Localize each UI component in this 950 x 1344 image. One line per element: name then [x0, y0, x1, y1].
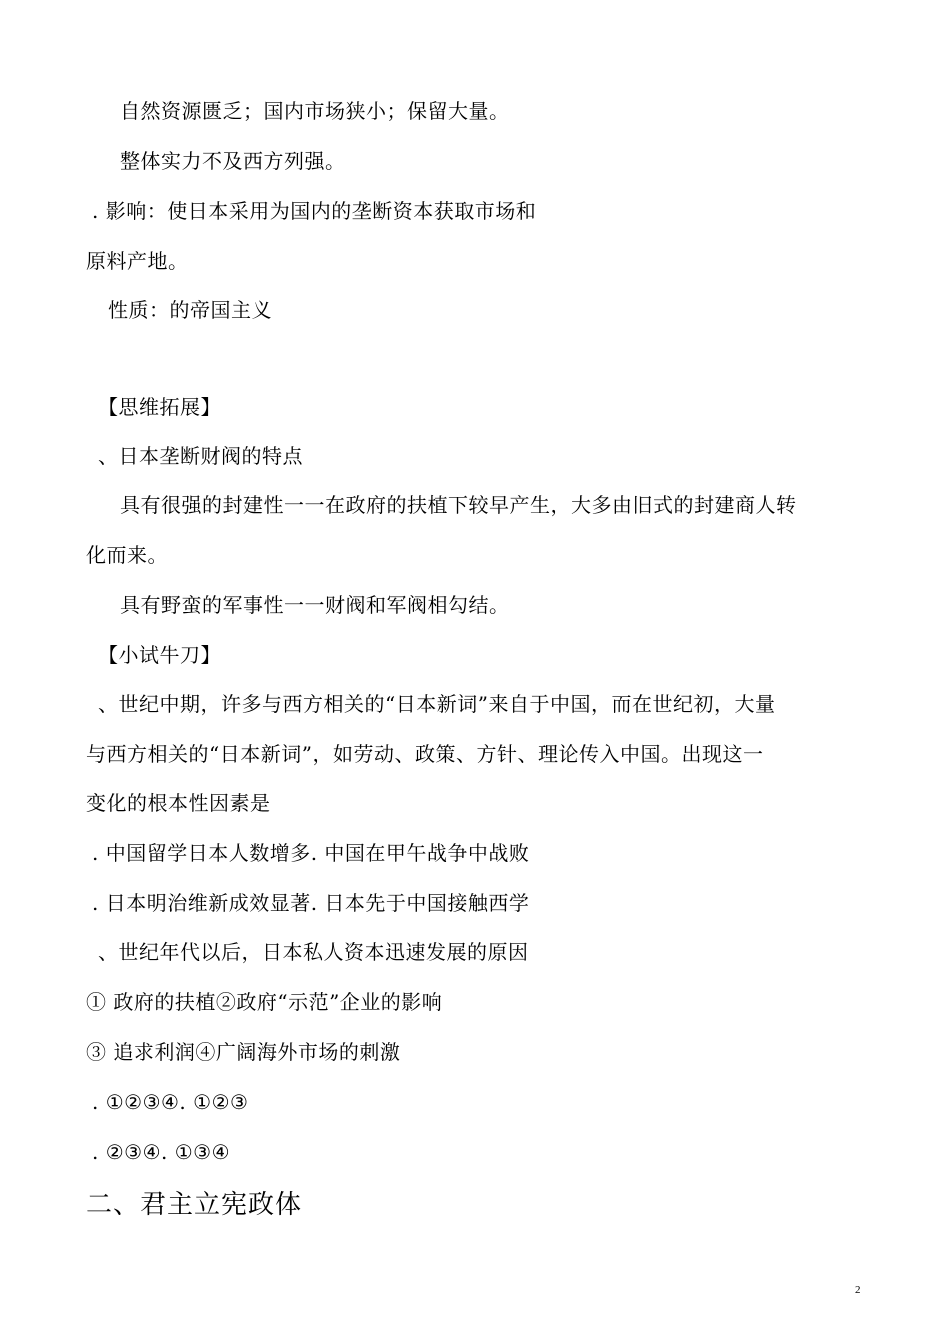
question-1-line-3: 变化的根本性因素是 — [86, 791, 271, 815]
text-line-strength: 整体实力不及西方列强。 — [120, 149, 346, 173]
question-2-options-cd: . ②③④. ①③④ — [92, 1140, 231, 1164]
section-label-thinking-extension: 【思维拓展】 — [98, 395, 221, 419]
question-2-stem: 、世纪年代以后，日本私人资本迅速发展的原因 — [98, 940, 529, 964]
question-1-line-2: 与西方相关的“日本新词”，如劳动、政策、方针、理论传入中国。出现这一 — [86, 742, 764, 766]
question-2-items-1-2: ① 政府的扶植②政府“示范”企业的影响 — [86, 990, 443, 1014]
text-line-feudal: 具有很强的封建性一一在政府的扶植下较早产生，大多由旧式的封建商人转 — [120, 493, 797, 517]
text-line-military: 具有野蛮的军事性一一财阀和军阀相勾结。 — [120, 593, 510, 617]
question-1-options-cd: . 日本明治维新成效显著. 日本先于中国接触西学 — [92, 891, 530, 915]
section-label-practice: 【小试牛刀】 — [98, 643, 221, 667]
question-1-line-1: 、世纪中期，许多与西方相关的“日本新词”来自于中国，而在世纪初，大量 — [98, 692, 776, 716]
question-2-items-3-4: ③ 追求利润④广阔海外市场的刺激 — [86, 1040, 401, 1064]
question-1-options-ab: . 中国留学日本人数增多. 中国在甲午战争中战败 — [92, 841, 530, 865]
text-line-zaibatsu-title: 、日本垄断财阀的特点 — [98, 444, 303, 468]
text-line-impact: . 影响：使日本采用为国内的垄断资本获取市场和 — [92, 199, 537, 223]
text-line-impact-cont: 原料产地。 — [86, 249, 189, 273]
page-number: 2 — [855, 1284, 861, 1296]
text-line-nature: 性质：的帝国主义 — [108, 298, 272, 322]
text-line-resources: 自然资源匮乏；国内市场狭小；保留大量。 — [120, 99, 510, 123]
section-heading-constitutional-monarchy: 二、君主立宪政体 — [86, 1190, 303, 1220]
question-2-options-ab: . ①②③④. ①②③ — [92, 1090, 249, 1114]
text-line-feudal-cont: 化而来。 — [86, 543, 168, 567]
